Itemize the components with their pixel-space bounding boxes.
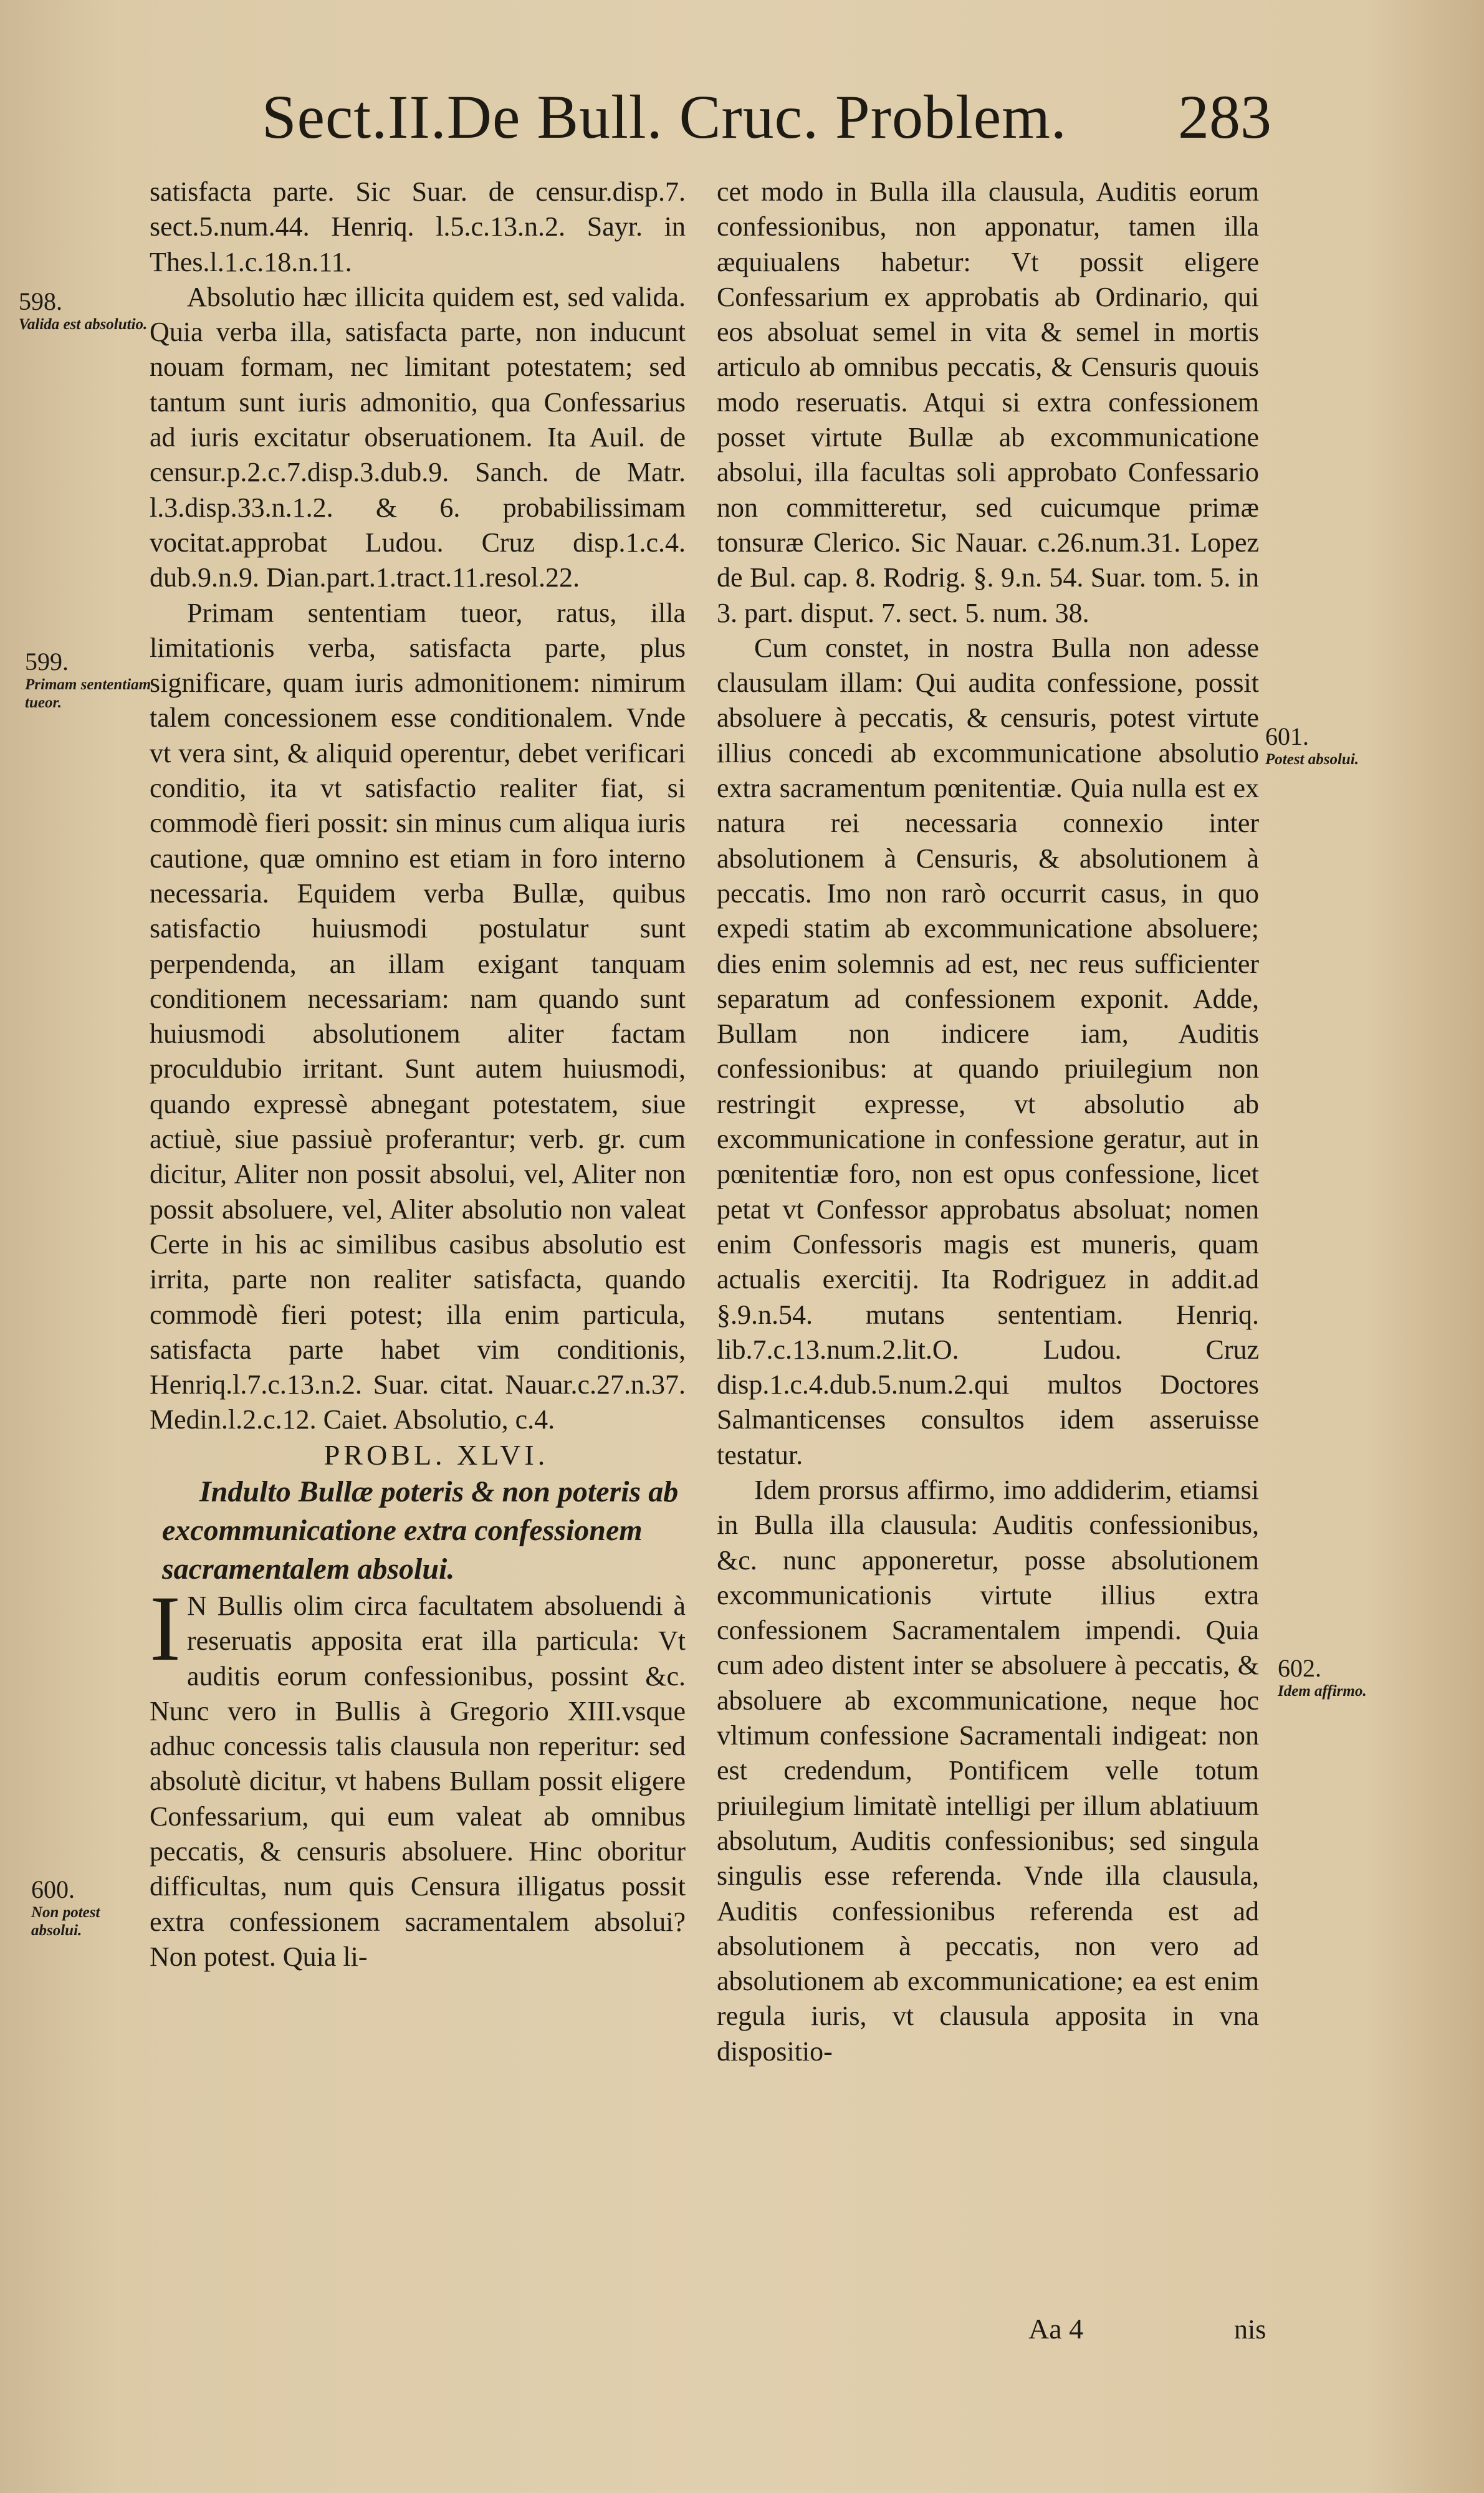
margin-note-601 xyxy=(1265,723,1384,768)
paragraph-598: Absolutio hæc illicita quidem est, sed valida. Quia verba illa, satisfacta parte, non inducunt nouam formam, nec limitant potestatem; sed tantum sunt iuris admonitio, qua Confessarius ad iuris excitatur obseruationem. Ita Auil. de censur.p.2.c.7.disp.3.dub.9. Sanch. de Matr. l.3.disp.33.n.1.2. & 6. probabilissimam vocitat.approbat Ludou. Cruz disp.1.c.4. dub.9.n.9. Dian.part.1.tract.11.resol.22. xyxy=(150,281,686,593)
paragraph-continued: satisfacta parte. Sic Suar. de censur.disp.7. sect.5.num.44. Henriq. l.5.c.13.n.2. Sayr. in Thes.l.1.c.18.n.11. xyxy=(150,176,686,277)
margin-note-number: 599. xyxy=(25,648,69,676)
paragraph-600-text: N Bullis olim circa facultatem absoluendi à reseruatis apposita erat illa particula: Vt auditis eorum confessionibus, possint &c. Nunc vero in Bullis à Gregorio XIII.vsque adhuc concessis talis clausula non reperitur: sed absolutè dicitur, vt habens Bullam possit eligere Confessarium, qui eum valeat ab omnibus peccatis, & censuris absoluere. Hinc oboritur difficultas, num quis Censura illigatus possit extra confessionem sacramentalem absolui? Non potest. Quia li- xyxy=(150,1590,686,1972)
margin-note-number: 601. xyxy=(1265,722,1309,750)
paragraph-602: Idem prorsus affirmo, imo addiderim, etiamsi in Bulla illa clausula: Auditis confessionibus, &c. nunc apponeretur, posse absolutionem excommunicationis virtute illius extra confessionem Sacramentalem impendi. Quia cum adeo distent inter se absoluere à peccatis, & absoluere ab excommunicatione, neque hoc vltimum confessione Sacramentali indigeat: non est credendum, Pontificem velle totum priuilegium limitatè intelligi per illum ablatiuum absolutum, Auditis confessionibus; sed singula singulis esse referenda. Vnde illa clausula, Auditis confessionibus referenda est ad absolutionem à peccatis, non vero ad absolutionem ab excommunicatione; ea est enim regula iuris, vt clausula apposita in vna dispositio- xyxy=(717,1474,1259,2067)
margin-note-599 xyxy=(25,648,156,712)
paragraph-continued: cet modo in Bulla illa clausula, Auditis eorum confessionibus, non apponatur, tamen illa æquiualens habetur: Vt possit eligere Confessarium ex approbatis ab Ordinario, qui eos absoluat semel in vita & semel in mortis articulo ab omnibus peccatis, & Censuris quouis modo reseruatis. Atqui si extra confessionem posset virtute Bullæ ab excommunicatione absolui, illa facultas soli approbato Confessario non committeretur, sed cuicumque primæ tonsuræ Clerico. Sic Nauar. c.26.num.31. Lopez de Bul. cap. 8. Rodrig. §. 9.n. 54. Suar. tom. 5. in 3. part. disput. 7. sect. 5. num. 38. xyxy=(717,176,1259,628)
margin-note-text: Potest absolui. xyxy=(1265,751,1359,768)
running-header xyxy=(262,81,1271,168)
margin-note-number: 600. xyxy=(31,1875,75,1903)
margin-note-text: Primam sententiam tueor. xyxy=(25,676,151,711)
margin-note-number: 602. xyxy=(1278,1654,1321,1682)
paragraph-600 xyxy=(150,1576,686,1974)
margin-note-602 xyxy=(1278,1655,1402,1700)
page-number: 283 xyxy=(1178,82,1271,151)
paragraph-599: Primam sententiam tueor, ratus, illa limitationis verba, satisfacta parte, plus significare, quam iuris admonitionem: nimirum talem concessionem esse conditionalem. Vnde vt vera sint, & aliquid operentur, debet verificari conditio, ita vt satisfactio realiter fiat, si commodè fieri possit: sin minus cum aliqua iuris cautione, quæ omnino est etiam in foro interno necessaria. Equidem verba Bullæ, quibus satisfactio huiusmodi postulatur sunt perpendenda, an illam exigant tanquam conditionem necessariam: nam quando sunt huiusmodi absolutionem aliter factam proculdubio irritant. Sunt autem huiusmodi, quando expressè abnegant potestatem, siue actiuè, siue passiuè proferantur; verb. gr. cum dicitur, Aliter non possit absolui, vel, Aliter non possit absoluere, vel, Aliter absolutio non valeat Certe in his ac similibus casibus absolutio est irrita, parte non realiter satisfacta, quando commodè fieri potest; illa enim particula, satisfacta parte habet vim conditionis, Henriq.l.7.c.13.n.2. Suar. citat. Nauar.c.27.n.37. Medin.l.2.c.12. Caiet. Absolutio, c.4. xyxy=(150,597,686,1435)
catchword: nis xyxy=(1234,2314,1266,2345)
left-column xyxy=(150,175,686,1974)
margin-note-600 xyxy=(31,1876,137,1940)
problem-heading: PROBL. XLVI. xyxy=(323,1438,549,1471)
margin-note-598 xyxy=(19,288,150,333)
margin-note-text: Idem affirmo. xyxy=(1278,1683,1367,1700)
drop-cap: I xyxy=(150,1576,181,1680)
margin-note-text: Non potest absolui. xyxy=(31,1904,100,1939)
problem-title: Indulto Bullæ poteris & non poteris ab excommunicatione extra confessionem sacramentalem absolui. xyxy=(162,1475,679,1586)
paragraph-601: Cum constet, in nostra Bulla non adesse clausulam illam: Qui audita confessione, possit absoluere à peccatis, & censuris, potest virtute illius concedi ab excommunicatione absolutio extra sacramentum pœnitentiæ. Quia nulla est ex natura rei necessaria connexio inter absolutionem à Censuris, & absolutionem à peccatis. Imo non rarò occurrit casus, in quo expedi statim ab excommunicatione absoluere; dies enim solemnis ad est, nec reus sufficienter separatum ad confessionem exponit. Adde, Bullam non indicere iam, Auditis confessionibus: at quando priuilegium non restringit expresse, vt absolutio ab excommunicatione in confessione geratur, aut in pœnitentiæ foro, non est opus confessione, licet petat vt Confessor approbatus absoluat; nomen enim Confessoris magis est muneris, quam actualis exercitij. Ita Rodriguez in addit.ad §.9.n.54. mutans sententiam. Henriq. lib.7.c.13.num.2.lit.O. Ludou. Cruz disp.1.c.4.dub.5.num.2.qui multos Doctores Salmanticenses consultos idem asseruisse testatur. xyxy=(717,632,1259,1470)
margin-note-text: Valida est absolutio. xyxy=(19,316,148,333)
signature-mark: Aa 4 xyxy=(1028,2313,1084,2345)
running-title: Sect.II.De Bull. Cruc. Problem. xyxy=(262,82,1067,151)
margin-note-number: 598. xyxy=(19,287,62,315)
right-column xyxy=(717,175,1259,2069)
